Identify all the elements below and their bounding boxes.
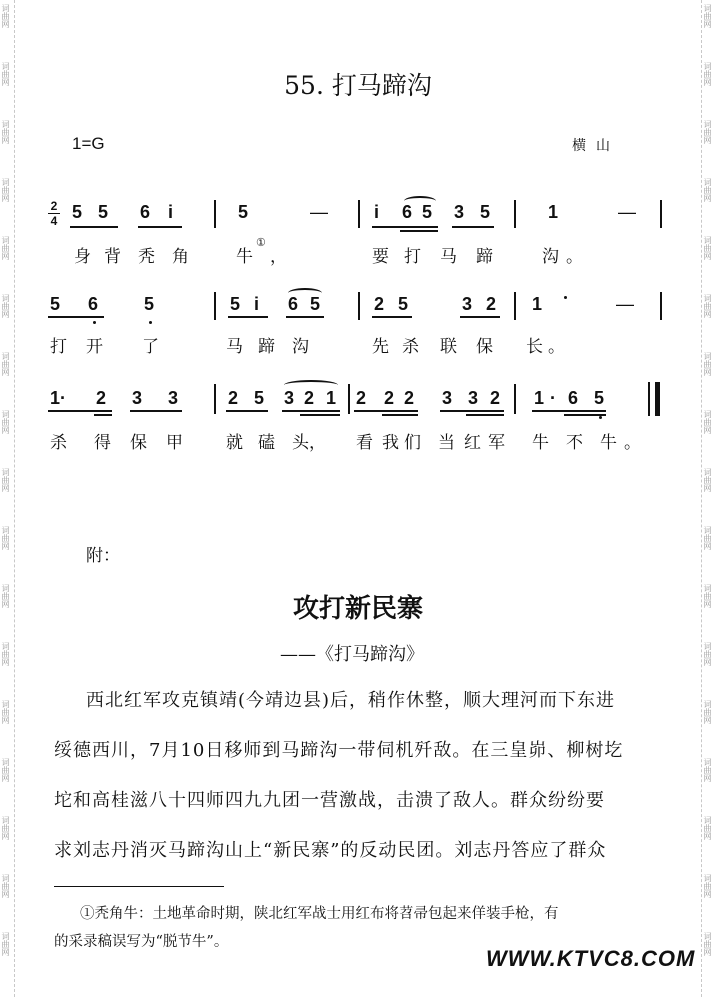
lyric: 头， [292,433,326,453]
note: 6 [140,202,151,222]
note: 5 [144,294,155,314]
score-row-3 [48,380,668,453]
lyric: 得 [94,433,111,453]
lyric: 甲 [166,433,183,453]
side-watermark: 词曲网 [703,236,712,260]
note: 5 [422,202,433,222]
note: 5 [254,388,265,408]
side-watermark: 词曲网 [703,468,712,492]
lyric: 马 [440,247,457,267]
right-watermark-strip [701,0,716,997]
lyric: 红 [464,433,481,453]
side-watermark: 词曲网 [703,178,712,202]
note: · [550,388,556,408]
note: 2 [490,388,501,408]
side-watermark: 词曲网 [1,352,10,376]
side-watermark: 词曲网 [1,584,10,608]
lyric: 杀 [50,433,67,453]
score-row-2 [48,288,668,358]
lyric: 杀 [402,337,419,357]
side-watermark: 词曲网 [703,352,712,376]
lyric: 沟 [292,337,309,357]
lyric: 沟 [542,247,559,267]
note: 3 [168,388,179,408]
note: 1 [534,388,545,408]
note-dash: — [618,202,636,222]
lyric: 保 [476,337,493,357]
note: i [254,294,260,314]
note: 2 [356,388,367,408]
side-watermark: 词曲网 [703,62,712,86]
lyric: 就 [226,433,243,453]
note: 6 [288,294,299,314]
side-watermark: 词曲网 [1,120,10,144]
song-origin: 横山 [572,138,620,154]
note: 5 [98,202,109,222]
note: i [168,202,174,222]
key-signature: 1=G [72,134,105,153]
note-dash: — [616,294,634,314]
lyric: 我 [382,433,399,453]
body-line-1: 西北红军攻克镇靖(今靖边县)后，稍作休整，顺大理河而下东进 [86,690,616,711]
lyric: 牛 [532,433,549,453]
lyric: 蹄 [258,337,275,357]
note: 2 [486,294,497,314]
footnote-line-1: ①秃角牛：土地革命时期，陕北红军战士用红布将苕帚包起来佯装手枪，有 [80,906,559,922]
lyric: 军 [488,433,505,453]
lyric: 。 [566,247,583,267]
lyric: 。 [548,337,565,357]
note: 3 [454,202,465,222]
side-watermark: 词曲网 [1,642,10,666]
side-watermark: 词曲网 [703,410,712,434]
side-watermark: 词曲网 [1,816,10,840]
lyric: 了 [142,337,159,357]
lyric: 开 [86,337,103,357]
lyrics-row-2 [48,288,668,358]
note: 6 [568,388,579,408]
side-watermark: 词曲网 [703,642,712,666]
lyric: 保 [130,433,147,453]
note: 5 [50,294,61,314]
lyric: 秃 [138,247,155,267]
side-watermark: 词曲网 [1,932,10,956]
side-watermark: 词曲网 [703,584,712,608]
note: 5 [72,202,83,222]
lyric: 身 [74,247,91,267]
lyric: 。 [624,433,641,453]
note: 5 [238,202,249,222]
lyric: 联 [440,337,457,357]
note: 1 [548,202,559,222]
footnote-marker: ① [256,236,266,249]
side-watermark: 词曲网 [703,700,712,724]
side-watermark: 词曲网 [703,874,712,898]
side-watermark: 词曲网 [703,4,712,28]
lyrics-row-1 [48,196,668,266]
note: 3 [284,388,295,408]
note: 1· [50,388,67,408]
side-watermark: 词曲网 [703,932,712,956]
side-watermark: 词曲网 [703,816,712,840]
lyric: ， [270,247,287,267]
note: 2 [374,294,385,314]
side-watermark: 词曲网 [703,758,712,782]
lyric: 角 [172,247,189,267]
lyric: 们 [404,433,421,453]
note: 5 [310,294,321,314]
note: 5 [480,202,491,222]
note: 5 [398,294,409,314]
body-line-2: 绥德西川，7月10日移师到马蹄沟一带伺机歼敌。在三皇峁、柳树圪 [54,740,624,761]
lyric: 打 [50,337,67,357]
appendix-label: 附： [86,546,120,566]
note: 3 [462,294,473,314]
footnote-rule [54,886,224,887]
side-watermark: 词曲网 [1,236,10,260]
site-brand: WWW.KTVC8.COM [486,946,696,971]
lyrics-row-3 [48,380,668,453]
note: 3 [132,388,143,408]
lyric: 看 [356,433,373,453]
note: 2 [304,388,315,408]
side-watermark: 词曲网 [1,874,10,898]
side-watermark: 词曲网 [703,120,712,144]
note: 1 [326,388,337,408]
note: 3 [468,388,479,408]
note: 2 [404,388,415,408]
lyric: 不 [566,433,583,453]
lyric: 马 [226,337,243,357]
time-signature: 2 4 [48,200,60,227]
footnote-line-2: 的采录稿误写为“脱节牛”。 [54,934,229,950]
lyric: 要 [372,247,389,267]
side-watermark: 词曲网 [703,294,712,318]
body-line-3: 坨和高桂滋八十四师四九九团一营激战，击溃了敌人。群众纷纷要 [54,790,605,811]
note: 5 [230,294,241,314]
lyric: 当 [438,433,455,453]
note: 2 [228,388,239,408]
note: 2 [384,388,395,408]
note: 2 [96,388,107,408]
side-watermark: 词曲网 [1,468,10,492]
note: 1 [532,294,543,314]
score-row-1 [48,196,668,266]
left-watermark-strip [0,0,15,997]
song-title: 55. 打马蹄沟 [284,71,432,100]
side-watermark: 词曲网 [1,410,10,434]
lyric: 牛 [600,433,617,453]
note: i [374,202,380,222]
note: 6 [88,294,99,314]
article-subheading: ——《打马蹄沟》 [280,644,424,665]
side-watermark: 词曲网 [1,4,10,28]
article-heading: 攻打新民寨 [292,594,423,624]
lyric: 长 [526,337,543,357]
side-watermark: 词曲网 [1,178,10,202]
lyric: 牛 [236,247,253,267]
note: 6 [402,202,413,222]
side-watermark: 词曲网 [1,62,10,86]
lyric: 蹄 [476,247,493,267]
lyric: 背 [104,247,121,267]
lyric: 打 [404,247,421,267]
side-watermark: 词曲网 [1,700,10,724]
note: 3 [442,388,453,408]
side-watermark: 词曲网 [703,526,712,550]
note: 5 [594,388,605,408]
lyric: 先 [372,337,389,357]
note-dash: — [310,202,328,222]
lyric: 磕 [258,433,275,453]
side-watermark: 词曲网 [1,526,10,550]
body-line-4: 求刘志丹消灭马蹄沟山上“新民寨”的反动民团。刘志丹答应了群众 [54,840,607,861]
side-watermark: 词曲网 [1,294,10,318]
side-watermark: 词曲网 [1,758,10,782]
